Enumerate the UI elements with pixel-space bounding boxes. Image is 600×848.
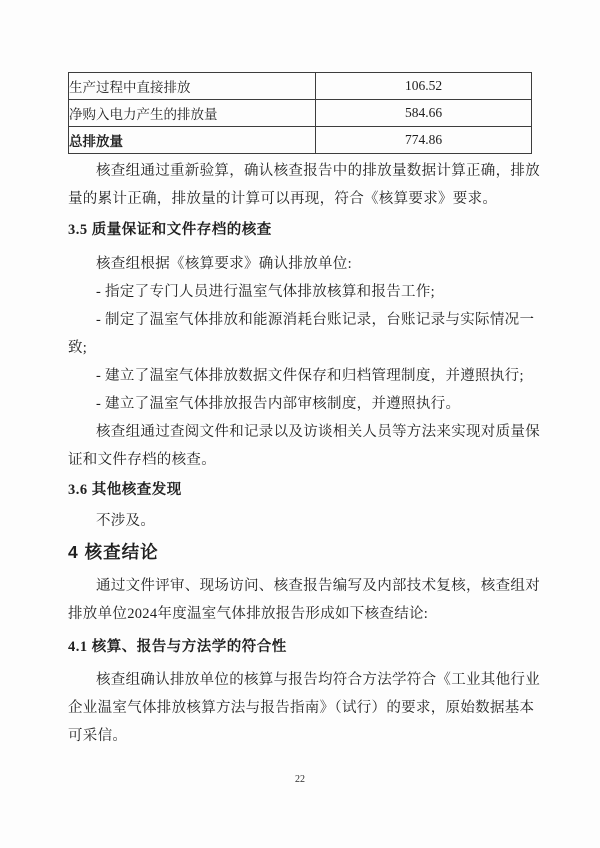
verification-paragraph [68,157,540,213]
list-item-line: 致; [68,340,88,356]
list-item-line: - 制定了温室气体排放和能源消耗台账记录，台账记录与实际情况一 [96,312,535,328]
table-row-total [69,127,532,154]
paragraph-line: 通过文件评审、现场访问、核查报告编写及内部技术复核，核查组对 [96,578,540,594]
list-item-line: - 建立了温室气体排放数据文件保存和归档管理制度，并遵照执行; [96,368,524,384]
table-row [69,73,532,100]
paragraph-line: 证和文件存档的核查。 [68,452,216,468]
emission-category-cell: 生产过程中直接排放 [69,73,316,100]
paragraph-line: 核查组确认排放单位的核算与报告均符合方法学符合《工业其他行业 [96,672,540,688]
page-number: 22 [295,774,305,785]
emission-category-cell: 净购入电力产生的排放量 [69,100,316,127]
paragraph-line: 排放单位2024年度温室气体排放报告形成如下核查结论: [68,606,429,622]
compliance-paragraph [68,666,540,750]
list-item-line: - 指定了专门人员进行温室气体排放核算和报告工作; [96,284,435,300]
paragraph-line: 核查组根据《核算要求》确认排放单位: [96,256,352,272]
paragraph-line: 量的累计正确，排放量的计算可以再现，符合《核算要求》要求。 [68,191,498,207]
emission-value-cell: 106.52 [316,73,532,100]
paragraph-line: 核查组通过查阅文件和记录以及访谈相关人员等方法来实现对质量保 [96,424,540,440]
table-row [69,100,532,127]
heading-3-5: 3.5 质量保证和文件存档的核查 [68,222,272,238]
emission-category-cell: 总排放量 [69,127,316,154]
paragraph-line: 企业温室气体排放核算方法与报告指南》（试行）的要求，原始数据基本 [68,700,535,716]
page-content [68,0,540,750]
paragraph-line: 核查组通过重新验算，确认核查报告中的排放量数据计算正确，排放 [96,163,540,179]
emissions-summary-table [68,72,532,154]
heading-4: 4 核查结论 [68,542,159,562]
other-findings-paragraph: 不涉及。 [96,513,156,529]
heading-4-1: 4.1 核算、报告与方法学的符合性 [68,639,287,655]
paragraph-line: 可采信。 [68,728,128,744]
emission-value-cell: 584.66 [316,100,532,127]
emission-value-cell: 774.86 [316,127,532,154]
list-item-line: - 建立了温室气体排放报告内部审核制度，并遵照执行。 [96,396,461,412]
heading-3-6: 3.6 其他核查发现 [68,482,182,498]
conclusion-intro-paragraph [68,572,540,628]
qa-section [68,250,540,474]
